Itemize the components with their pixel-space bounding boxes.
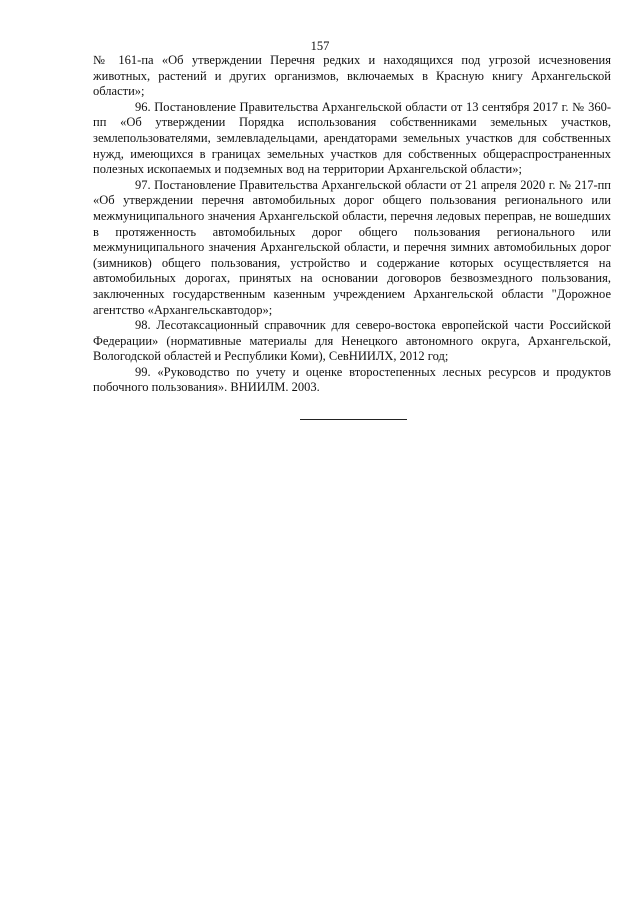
paragraph-item-96: 96. Постановление Правительства Архангельской области от 13 сентября 2017 г. № 360-пп «Об утверждении Порядка использования собственниками земельных участков, землепользователями, землевладельцами, арендаторами земельных участков для собственных нужд, имеющихся в границах земельных участков для собственных общераспространенных полезных ископаемых и подземных вод на территории Архангельской области»; [93, 99, 611, 177]
page-number: 157 [310, 39, 330, 53]
page-body [93, 53, 611, 396]
paragraph-item-98: 98. Лесотаксационный справочник для северо-востока европейской части Российской Федерации» (нормативные материалы для Ненецкого автономного округа, Архангельской, Вологодской областей и Республики Коми), СевНИИЛХ, 2012 год; [93, 318, 611, 364]
paragraph-item-99: 99. «Руководство по учету и оценке второстепенных лесных ресурсов и продуктов побочного пользования». ВНИИЛМ. 2003. [93, 364, 611, 395]
paragraph-continuation: № 161-па «Об утверждении Перечня редких и находящихся под угрозой исчезновения животных, растений и других организмов, включаемых в Красную книгу Архангельской области»; [93, 53, 611, 99]
paragraph-item-97: 97. Постановление Правительства Архангельской области от 21 апреля 2020 г. № 217-пп «Об утверждении перечня автомобильных дорог общего пользования регионального или межмуниципального значения Архангельской области, перечня ледовых переправ, не вошедших в протяженность автомобильных дорог общего пользования регионального или межмуниципального значения Архангельской области, и перечня зимних автомобильных дорог (зимников) общего пользования, устройство и содержание которых осуществляется на автомобильных дорогах, принятых на основании договоров безвозмездного пользования, заключенных государственным казенным учреждением Архангельской области "Дорожное агентство «Архангельскавтодор»; [93, 177, 611, 317]
end-separator-line [300, 419, 407, 420]
